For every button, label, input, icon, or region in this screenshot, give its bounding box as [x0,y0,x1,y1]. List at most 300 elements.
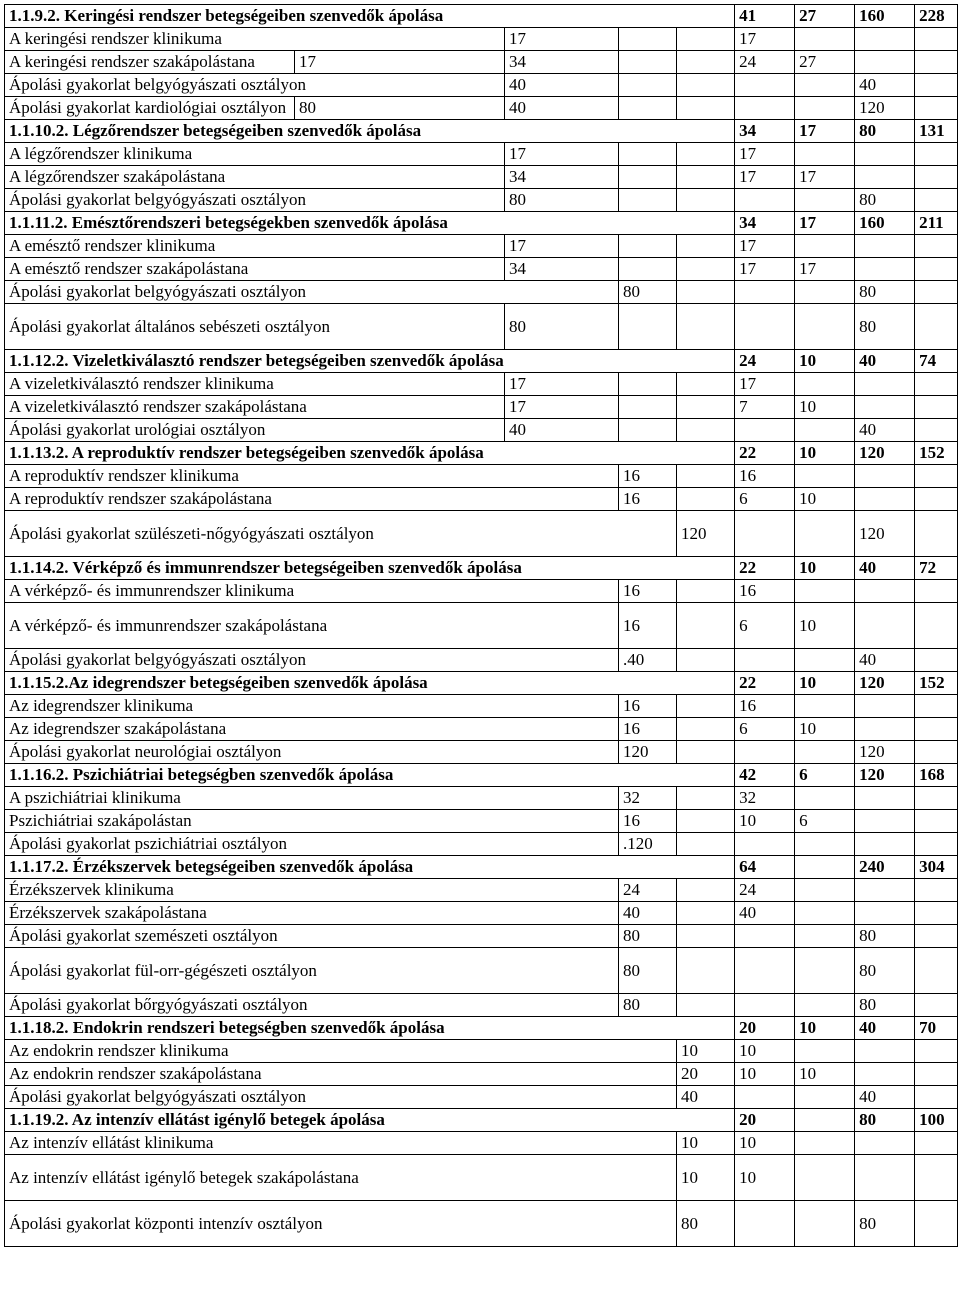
hours-cell: 40 [855,350,915,373]
hours-cell: 80 [505,189,619,212]
table-body [5,5,958,1247]
hours-cell [677,649,735,672]
table-row [5,235,958,258]
hours-cell [677,787,735,810]
hours-cell [619,419,677,442]
hours-cell: 20 [735,1017,795,1040]
table-row [5,1086,958,1109]
hours-cell: 32 [735,787,795,810]
hours-cell: 6 [735,718,795,741]
hours-cell: 304 [915,856,958,879]
hours-cell: 120 [677,511,735,557]
subject-label: A vérképző- és immunrendszer klinikuma [5,580,619,603]
hours-cell [735,649,795,672]
hours-cell [795,994,855,1017]
hours-cell: 80 [295,97,505,120]
hours-cell [915,304,958,350]
hours-cell: 10 [735,1040,795,1063]
hours-cell [915,925,958,948]
hours-cell: 10 [735,1063,795,1086]
subject-label: Érzékszervek szakápolástana [5,902,619,925]
hours-cell [855,603,915,649]
table-row [5,488,958,511]
hours-cell: 211 [915,212,958,235]
hours-cell [795,925,855,948]
hours-cell: 10 [795,1063,855,1086]
hours-cell [677,258,735,281]
subject-label: Ápolási gyakorlat kardiológiai osztályon [5,97,295,120]
hours-cell: 22 [735,672,795,695]
table-row [5,695,958,718]
hours-cell: 40 [855,419,915,442]
hours-cell [619,396,677,419]
section-title: 1.1.16.2. Pszichiátriai betegségben szenvedők ápolása [5,764,735,787]
hours-cell [795,373,855,396]
hours-cell [915,511,958,557]
hours-cell: 10 [795,718,855,741]
hours-cell: 10 [795,1017,855,1040]
hours-cell [915,580,958,603]
section-header-row [5,672,958,695]
hours-cell [677,235,735,258]
hours-cell: 80 [619,994,677,1017]
hours-cell [855,166,915,189]
hours-cell [915,28,958,51]
section-header-row [5,764,958,787]
table-row [5,994,958,1017]
hours-cell [677,51,735,74]
hours-cell [795,1040,855,1063]
subject-label: Ápolási gyakorlat belgyógyászati osztályon [5,189,505,212]
subject-label: Ápolási gyakorlat szülészeti-nőgyógyászati osztályon [5,511,677,557]
hours-cell [677,488,735,511]
hours-cell [855,787,915,810]
hours-cell: 24 [619,879,677,902]
hours-cell [795,1086,855,1109]
hours-cell [619,235,677,258]
hours-cell [795,1132,855,1155]
hours-cell [795,580,855,603]
hours-cell [855,879,915,902]
hours-cell [795,281,855,304]
hours-cell [915,833,958,856]
hours-cell [855,1063,915,1086]
hours-cell: 80 [855,120,915,143]
hours-cell [795,304,855,350]
hours-cell: 80 [619,281,677,304]
hours-cell [677,465,735,488]
table-row [5,189,958,212]
hours-cell: .40 [619,649,677,672]
table-row [5,373,958,396]
table-row [5,511,958,557]
hours-cell [735,741,795,764]
subject-label: Az endokrin rendszer klinikuma [5,1040,677,1063]
hours-cell [855,718,915,741]
hours-cell [795,1155,855,1201]
hours-cell: 40 [505,74,619,97]
hours-cell: 16 [619,580,677,603]
hours-cell [619,28,677,51]
hours-cell [915,1132,958,1155]
hours-cell: 22 [735,557,795,580]
hours-cell: 17 [735,258,795,281]
subject-label: Ápolási gyakorlat neurológiai osztályon [5,741,619,764]
hours-cell: 34 [735,120,795,143]
hours-cell: 17 [735,143,795,166]
hours-cell: 80 [855,1201,915,1247]
subject-label: Az idegrendszer klinikuma [5,695,619,718]
hours-cell [619,97,677,120]
hours-cell [915,373,958,396]
hours-cell [795,833,855,856]
subject-label: Ápolási gyakorlat belgyógyászati osztályon [5,281,619,304]
hours-cell: 40 [505,419,619,442]
hours-cell [795,741,855,764]
subject-label: A vizeletkiválasztó rendszer klinikuma [5,373,505,396]
hours-cell [915,235,958,258]
subject-label: Az endokrin rendszer szakápolástana [5,1063,677,1086]
subject-label: A pszichiátriai klinikuma [5,787,619,810]
hours-cell [855,810,915,833]
hours-cell: 10 [795,442,855,465]
hours-cell: 20 [677,1063,735,1086]
subject-label: Az idegrendszer szakápolástana [5,718,619,741]
section-header-row [5,557,958,580]
hours-cell [677,948,735,994]
hours-cell [795,902,855,925]
hours-cell: 131 [915,120,958,143]
section-title: 1.1.11.2. Emésztőrendszeri betegségekben szenvedők ápolása [5,212,735,235]
hours-cell [795,97,855,120]
hours-cell [677,304,735,350]
hours-cell: 10 [795,396,855,419]
hours-cell [795,879,855,902]
hours-cell [915,1155,958,1201]
hours-cell: 41 [735,5,795,28]
section-title: 1.1.9.2. Keringési rendszer betegségeiben szenvedők ápolása [5,5,735,28]
table-row [5,281,958,304]
section-title: 1.1.17.2. Érzékszervek betegségeiben szenvedők ápolása [5,856,735,879]
hours-cell [619,51,677,74]
hours-cell [915,419,958,442]
hours-cell [677,74,735,97]
table-row [5,1063,958,1086]
hours-cell [855,833,915,856]
hours-cell: 160 [855,212,915,235]
hours-cell: 24 [735,51,795,74]
hours-cell: 20 [735,1109,795,1132]
hours-cell [855,373,915,396]
hours-cell: 17 [505,373,619,396]
table-row [5,649,958,672]
hours-cell [915,189,958,212]
hours-cell: 80 [855,304,915,350]
table-row [5,166,958,189]
hours-cell [915,396,958,419]
section-title: 1.1.18.2. Endokrin rendszeri betegségben szenvedők ápolása [5,1017,735,1040]
hours-cell [915,1040,958,1063]
subject-label: A keringési rendszer szakápolástana [5,51,295,74]
hours-cell: 16 [619,695,677,718]
section-header-row [5,350,958,373]
subject-label: Ápolási gyakorlat belgyógyászati osztályon [5,74,505,97]
hours-cell: 24 [735,350,795,373]
hours-cell [735,511,795,557]
hours-cell: 40 [619,902,677,925]
hours-cell: 16 [619,718,677,741]
table-row [5,1132,958,1155]
hours-cell [795,465,855,488]
hours-cell [915,1063,958,1086]
hours-cell [855,28,915,51]
hours-cell: 40 [855,1086,915,1109]
subject-label: Ápolási gyakorlat általános sebészeti osztályon [5,304,505,350]
hours-cell: 40 [855,557,915,580]
subject-label: Ápolási gyakorlat belgyógyászati osztályon [5,1086,677,1109]
table-row [5,74,958,97]
subject-label: A emésztő rendszer klinikuma [5,235,505,258]
hours-cell: 72 [915,557,958,580]
hours-cell [915,879,958,902]
hours-cell: 40 [855,1017,915,1040]
hours-cell [677,396,735,419]
hours-cell: 17 [505,235,619,258]
section-header-row [5,442,958,465]
subject-label: A légzőrendszer szakápolástana [5,166,505,189]
hours-cell: 80 [619,925,677,948]
hours-cell: 80 [855,994,915,1017]
hours-cell [915,166,958,189]
hours-cell [677,741,735,764]
table-row [5,741,958,764]
hours-cell [915,787,958,810]
subject-label: Ápolási gyakorlat urológiai osztályon [5,419,505,442]
hours-cell [735,925,795,948]
hours-cell [915,74,958,97]
hours-cell: 34 [505,166,619,189]
hours-cell [619,143,677,166]
hours-cell [915,1201,958,1247]
hours-cell: 120 [855,764,915,787]
curriculum-hours-table [4,4,958,1247]
hours-cell: 16 [619,810,677,833]
hours-cell [795,74,855,97]
hours-cell [677,902,735,925]
hours-cell: 6 [795,764,855,787]
section-header-row [5,856,958,879]
subject-label: Érzékszervek klinikuma [5,879,619,902]
hours-cell [795,1109,855,1132]
hours-cell [795,143,855,166]
hours-cell [855,488,915,511]
subject-label: Ápolási gyakorlat szemészeti osztályon [5,925,619,948]
hours-cell [677,810,735,833]
hours-cell [855,1040,915,1063]
hours-cell [795,419,855,442]
hours-cell [855,143,915,166]
hours-cell [855,465,915,488]
table-row [5,787,958,810]
hours-cell: 100 [915,1109,958,1132]
hours-cell: 10 [795,603,855,649]
hours-cell [855,580,915,603]
hours-cell [855,1155,915,1201]
hours-cell: 10 [795,557,855,580]
hours-cell [735,833,795,856]
hours-cell [915,97,958,120]
hours-cell: 120 [855,672,915,695]
table-row [5,1201,958,1247]
subject-label: Pszichiátriai szakápolástan [5,810,619,833]
hours-cell: 80 [677,1201,735,1247]
hours-cell [735,948,795,994]
hours-cell [915,810,958,833]
hours-cell [855,902,915,925]
hours-cell [915,649,958,672]
table-row [5,258,958,281]
hours-cell [677,695,735,718]
subject-label: Az intenzív ellátást klinikuma [5,1132,677,1155]
hours-cell: 10 [677,1040,735,1063]
hours-cell: 34 [505,258,619,281]
hours-cell [915,1086,958,1109]
hours-cell [677,373,735,396]
subject-label: A légzőrendszer klinikuma [5,143,505,166]
hours-cell: 10 [735,810,795,833]
hours-cell: 17 [735,235,795,258]
hours-cell: 40 [677,1086,735,1109]
table-row [5,28,958,51]
hours-cell: 64 [735,856,795,879]
hours-cell: 120 [855,511,915,557]
hours-cell: 6 [735,488,795,511]
section-title: 1.1.13.2. A reproduktív rendszer betegségeiben szenvedők ápolása [5,442,735,465]
hours-cell [915,603,958,649]
hours-cell [677,603,735,649]
hours-cell: 10 [795,488,855,511]
hours-cell [915,948,958,994]
hours-cell: 7 [735,396,795,419]
hours-cell: 17 [735,28,795,51]
hours-cell [915,718,958,741]
hours-cell: 120 [855,442,915,465]
hours-cell: 80 [855,281,915,304]
hours-cell [619,373,677,396]
table-row [5,419,958,442]
hours-cell [619,74,677,97]
table-row [5,718,958,741]
hours-cell [677,97,735,120]
hours-cell: 10 [795,350,855,373]
section-title: 1.1.12.2. Vizeletkiválasztó rendszer betegségeiben szenvedők ápolása [5,350,735,373]
hours-cell [677,925,735,948]
hours-cell [677,879,735,902]
hours-cell: 17 [505,143,619,166]
section-header-row [5,120,958,143]
hours-cell [855,258,915,281]
table-row [5,51,958,74]
table-row [5,902,958,925]
hours-cell: 80 [855,925,915,948]
hours-cell [795,856,855,879]
hours-cell [677,28,735,51]
table-row [5,580,958,603]
subject-label: Az intenzív ellátást igénylő betegek szakápolástana [5,1155,677,1201]
hours-cell: 40 [735,902,795,925]
hours-cell [795,1201,855,1247]
hours-cell [915,258,958,281]
hours-cell [677,419,735,442]
hours-cell [619,258,677,281]
hours-cell: 10 [677,1155,735,1201]
hours-cell: 16 [619,488,677,511]
hours-cell [677,580,735,603]
hours-cell [677,718,735,741]
hours-cell: 74 [915,350,958,373]
subject-label: Ápolási gyakorlat pszichiátriai osztályon [5,833,619,856]
hours-cell [735,304,795,350]
hours-cell: .120 [619,833,677,856]
section-header-row [5,1017,958,1040]
hours-cell [795,235,855,258]
hours-cell [735,74,795,97]
hours-cell [855,51,915,74]
subject-label: Ápolási gyakorlat belgyógyászati osztályon [5,649,619,672]
hours-cell: 70 [915,1017,958,1040]
hours-cell: 17 [735,373,795,396]
hours-cell: 16 [735,695,795,718]
subject-label: A emésztő rendszer szakápolástana [5,258,505,281]
hours-cell: 152 [915,672,958,695]
hours-cell: 17 [505,28,619,51]
subject-label: Ápolási gyakorlat bőrgyógyászati osztályon [5,994,619,1017]
hours-cell: 34 [505,51,619,74]
subject-label: A vérképző- és immunrendszer szakápolástana [5,603,619,649]
hours-cell [795,649,855,672]
hours-cell: 24 [735,879,795,902]
hours-cell [735,994,795,1017]
hours-cell [677,143,735,166]
hours-cell: 6 [735,603,795,649]
hours-cell: 27 [795,5,855,28]
section-title: 1.1.10.2. Légzőrendszer betegségeiben szenvedők ápolása [5,120,735,143]
hours-cell: 152 [915,442,958,465]
hours-cell: 42 [735,764,795,787]
hours-cell: 17 [795,166,855,189]
hours-cell [795,695,855,718]
table-row [5,810,958,833]
table-row [5,925,958,948]
subject-label: A vizeletkiválasztó rendszer szakápolástana [5,396,505,419]
hours-cell [915,51,958,74]
hours-cell: 120 [855,97,915,120]
hours-cell [915,488,958,511]
hours-cell [915,281,958,304]
hours-cell [619,189,677,212]
hours-cell: 17 [795,120,855,143]
hours-cell: 17 [505,396,619,419]
section-title: 1.1.14.2. Vérképző és immunrendszer betegségeiben szenvedők ápolása [5,557,735,580]
hours-cell [795,787,855,810]
hours-cell: 22 [735,442,795,465]
table-row [5,948,958,994]
section-header-row [5,5,958,28]
hours-cell [855,235,915,258]
hours-cell: 27 [795,51,855,74]
hours-cell: 10 [735,1155,795,1201]
hours-cell: 34 [735,212,795,235]
